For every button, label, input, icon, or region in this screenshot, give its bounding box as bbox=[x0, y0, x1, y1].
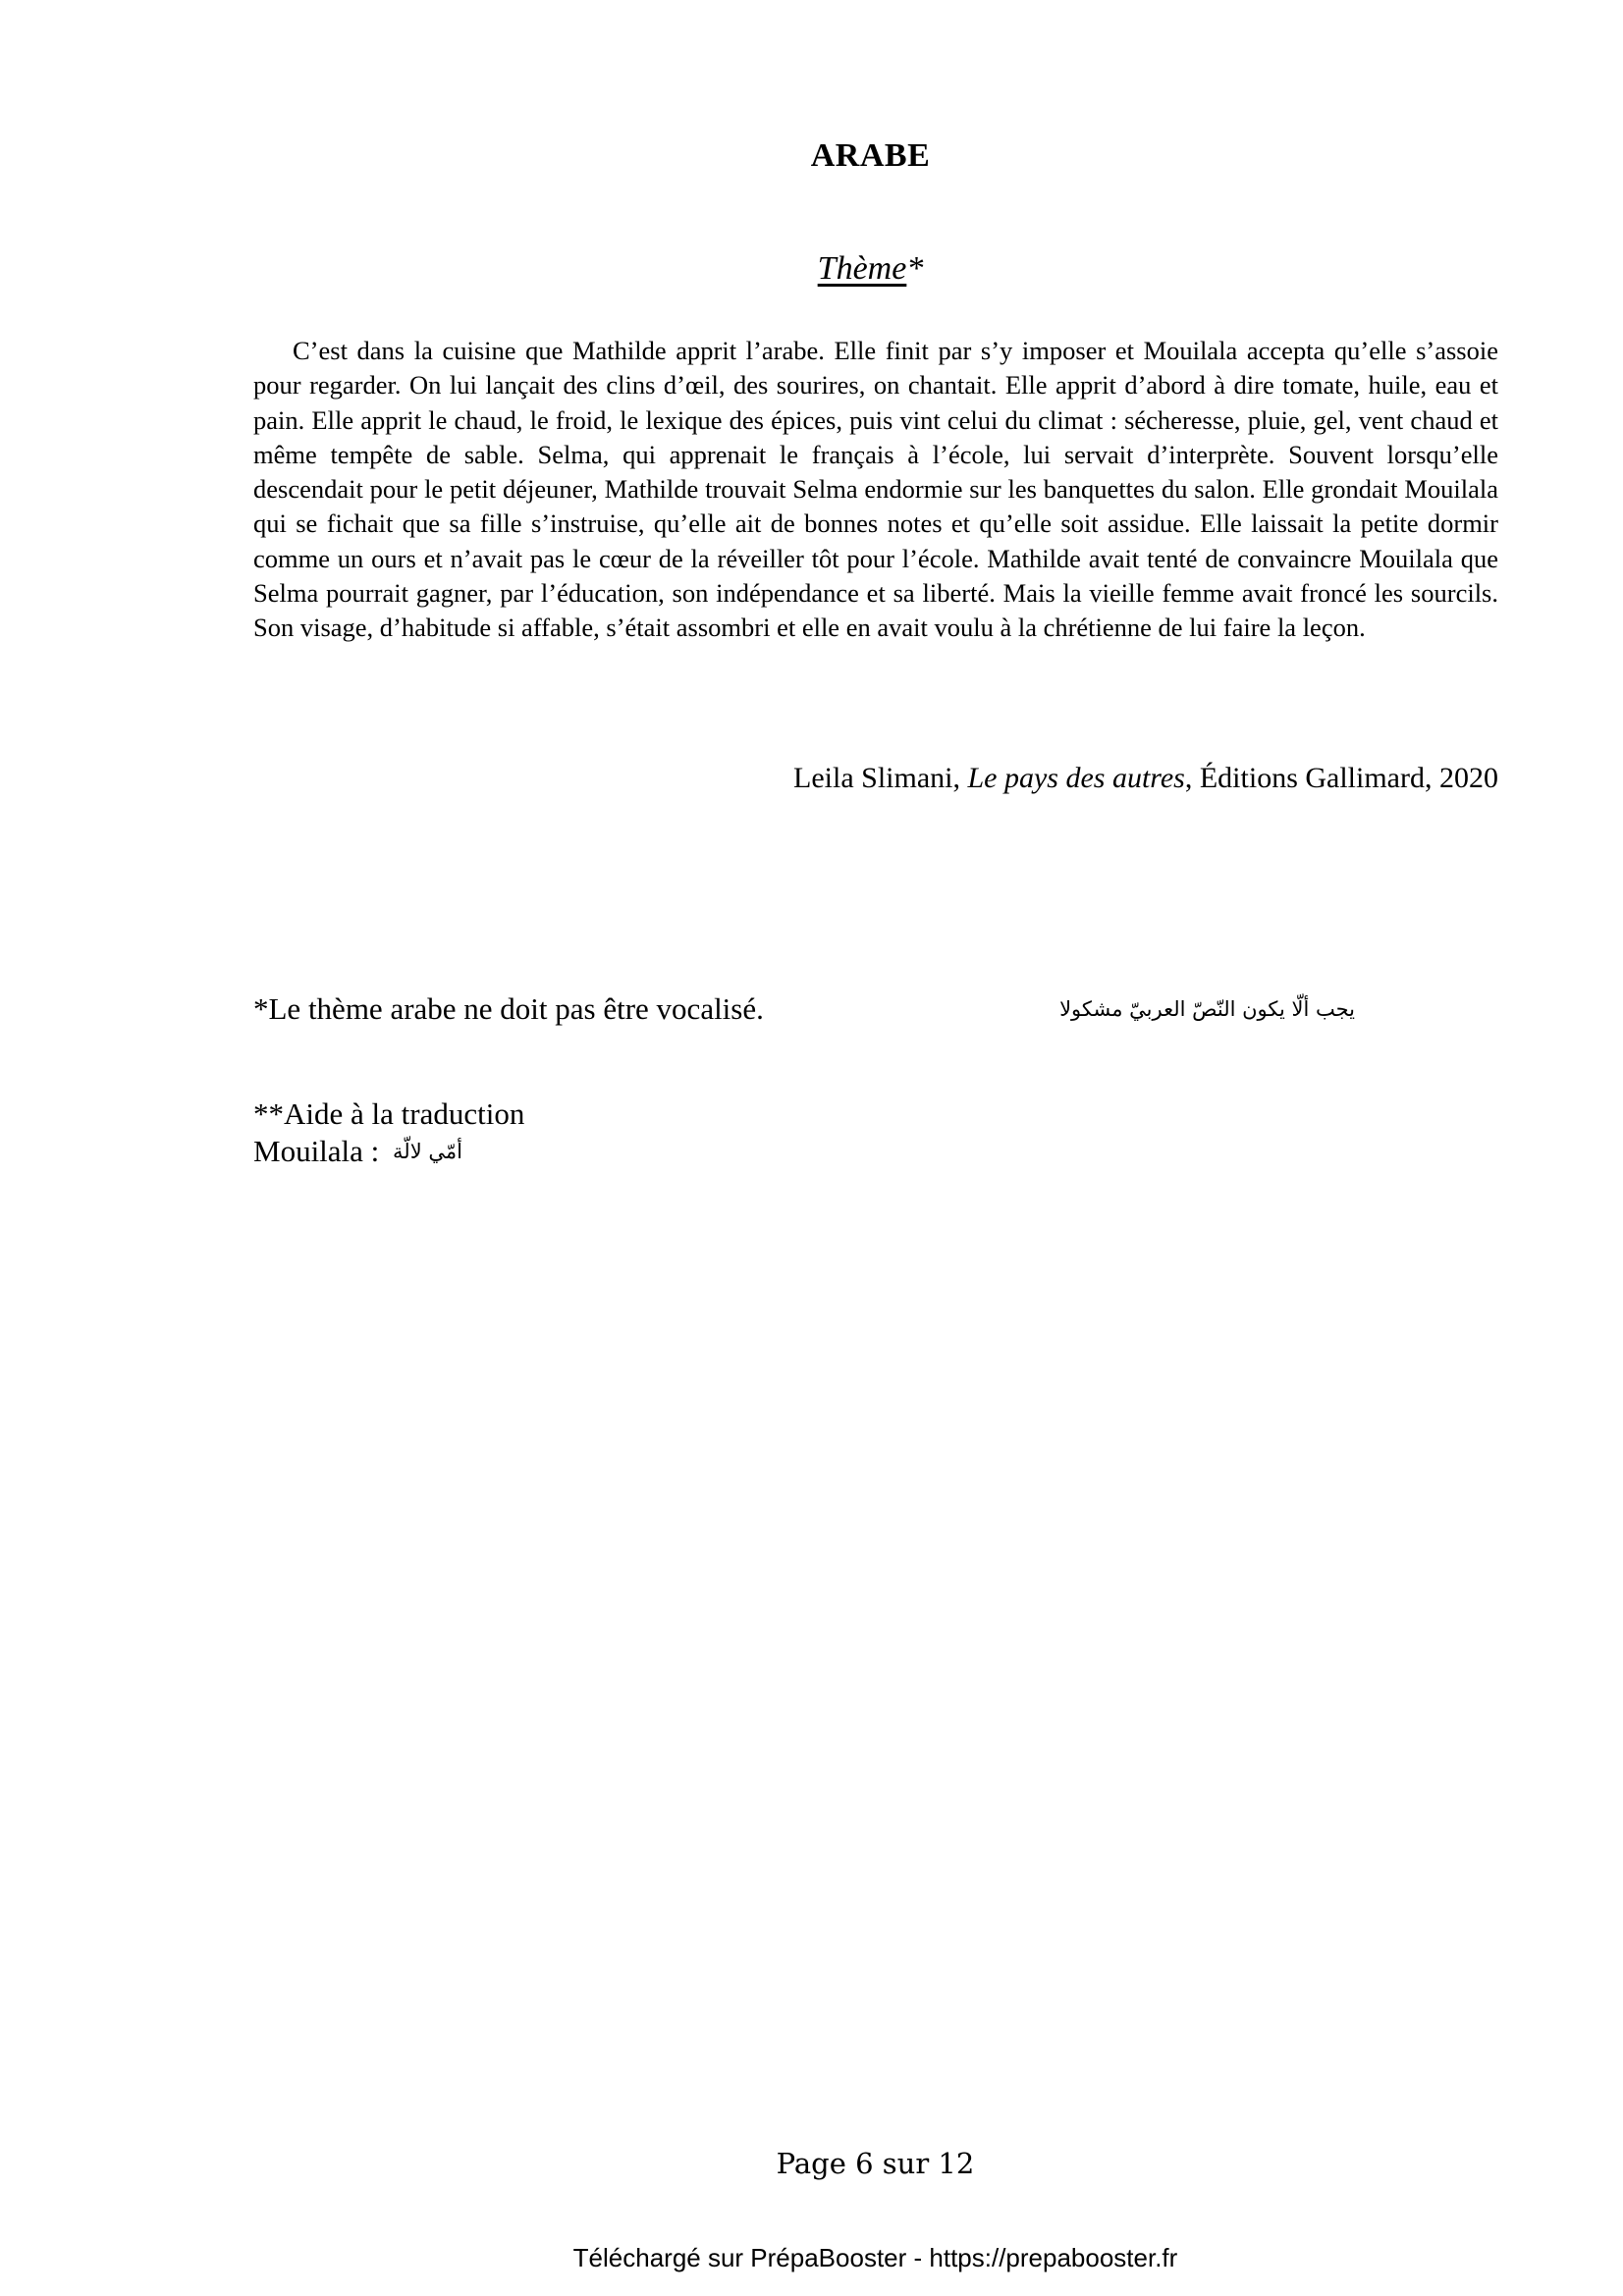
citation bbox=[253, 762, 1498, 795]
translation-help-line bbox=[253, 1134, 462, 1169]
passage-text: C’est dans la cuisine que Mathilde apprit l’arabe. Elle finit par s’y imposer et Mouilala accepta qu’elle s’assoie pour regarder. On lui lançait des clins d’œil, des sourires, on chantait. Elle apprit d’abord à dire tomate, huile, eau et pain. Elle apprit le chaud, le froid, le lexique des épices, puis vint celui du climat : sécheresse, pluie, gel, vent chaud et même tempête de sable. Selma, qui apprenait le français à l’école, lui servait d’interprète. Souvent lorsqu’elle descendait pour le petit déjeuner, Mathilde trouvait Selma endormie sur les banquettes du salon. Elle grondait Mouilala qui se fichait que sa fille s’instruise, qu’elle ait de bonnes notes et qu’elle soit assidue. Elle laissait la petite dormir comme un ours et n’avait pas le cœur de la réveiller tôt pour l’école. Mathilde avait tenté de convaincre Mouilala que Selma pourrait gagner, par l’éducation, son indépendance et sa liberté. Mais la vieille femme avait froncé les sourcils. Son visage, d’habitude si affable, s’était assombri et elle en avait voulu à la chrétienne de lui faire la leçon. bbox=[253, 336, 1498, 643]
section-title-text: Thème bbox=[817, 250, 907, 287]
page-number: Page 6 sur 12 bbox=[776, 2147, 975, 2180]
section-title-asterisk: * bbox=[906, 250, 924, 287]
translation-help-arabic: أمّي لالّة bbox=[393, 1140, 462, 1163]
translation-help-term: Mouilala : bbox=[253, 1134, 388, 1168]
section-title bbox=[0, 250, 1623, 288]
citation-book-title: Le pays des autres bbox=[967, 762, 1185, 794]
citation-publisher: , Éditions Gallimard, 2020 bbox=[1184, 762, 1498, 794]
download-footer: Téléchargé sur PrépaBooster - https://prepabooster.fr bbox=[572, 2243, 1178, 2272]
citation-author: Leila Slimani, bbox=[793, 762, 968, 794]
vocalisation-note-fr: *Le thème arabe ne doit pas être vocalisé. bbox=[253, 991, 764, 1026]
vocalisation-note-ar: يجب ألّا يكون النّصّ العربيّ مشكولا bbox=[1059, 997, 1355, 1021]
translation-help-title: **Aide à la traduction bbox=[253, 1096, 525, 1131]
page-title: ARABE bbox=[810, 137, 931, 174]
